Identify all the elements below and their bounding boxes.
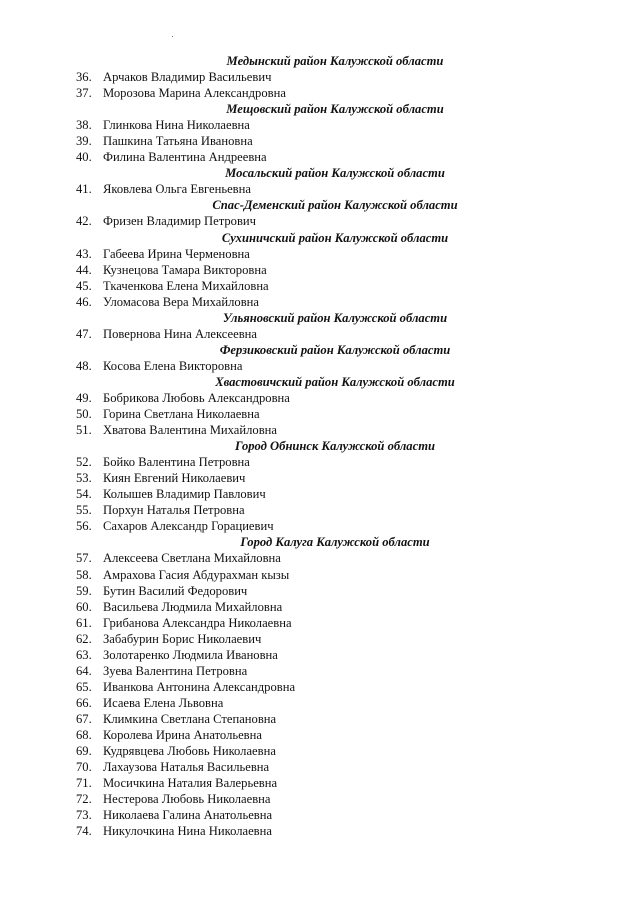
list-item [0,711,640,727]
list-item [0,823,640,839]
person-name: Горина Светлана Николаевна [103,407,260,422]
list-item [0,470,640,486]
person-name: Кудрявцева Любовь Николаевна [103,744,276,759]
section-heading: Ульяновский район Калужской области [222,310,448,325]
list-item [0,406,640,422]
person-name: Габеева Ирина Черменовна [103,246,250,261]
list-item [0,599,640,615]
person-name: Порхун Наталья Петровна [103,503,245,518]
list-item [0,294,640,310]
section-heading: Медынский район Калужской области [226,54,444,68]
item-number: 64. [76,663,92,678]
item-number: 51. [76,423,92,438]
person-name: Повернова Нина Алексеевна [103,326,257,341]
list-item [0,807,640,823]
person-name: Яковлева Ольга Евгеньевна [103,182,251,197]
person-name: Кузнецова Тамара Викторовна [103,262,267,277]
item-number: 41. [76,182,92,197]
list-item [0,615,640,631]
list-item [0,743,640,759]
item-number: 45. [76,278,92,293]
person-name: Васильева Людмила Михайловна [103,599,283,614]
item-number: 53. [76,471,92,486]
list-item [0,454,640,470]
item-number: 55. [76,503,92,518]
section-heading: Мосальский район Калужской области [225,166,445,181]
person-name: Никулочкина Нина Николаевна [103,824,272,839]
person-name: Глинкова Нина Николаевна [103,118,250,133]
item-number: 72. [76,792,92,807]
list-item [0,278,640,294]
person-name: Климкина Светлана Степановна [103,711,277,726]
person-name: Лахаузова Наталья Васильевна [103,760,270,775]
item-number: 70. [76,760,92,775]
item-number: 63. [76,647,92,662]
item-number: 52. [76,455,92,470]
list-item [0,422,640,438]
section-heading: Мещовский район Калужской области [226,102,444,117]
person-name: Забабурин Борис Николаевич [103,631,262,646]
person-name: Нестерова Любовь Николаевна [103,792,271,807]
list-item [0,695,640,711]
person-name: Бойко Валентина Петровна [103,455,250,470]
list-item [0,775,640,791]
item-number: 66. [76,695,92,710]
item-number: 40. [76,150,92,165]
item-number: 54. [76,487,92,502]
person-name: Уломасова Вера Михайловна [103,294,259,309]
person-name: Бутин Василий Федорович [103,583,248,598]
item-number: 73. [76,808,92,823]
item-number: 58. [76,567,92,582]
list-item [0,550,640,566]
item-number: 37. [76,86,92,101]
item-number: 42. [76,214,92,229]
person-name: Сахаров Александр Горациевич [103,519,274,534]
person-name: Морозова Марина Александровна [103,86,286,101]
section-heading: Сухиничский район Калужской области [221,230,449,245]
item-number: 68. [76,727,92,742]
item-number: 43. [76,246,92,261]
list-item [0,631,640,647]
item-number: 47. [76,326,92,341]
list-item [0,663,640,679]
item-number: 71. [76,776,92,791]
list-item [0,518,640,534]
section-heading: Город Обнинск Калужской области [234,439,435,454]
list-item [0,358,640,374]
item-number: 48. [76,358,92,373]
person-name: Королева Ирина Анатольевна [103,727,262,742]
person-name: Алексеева Светлана Михайловна [103,551,281,566]
list-item [0,567,640,583]
item-number: 49. [76,390,92,405]
section-heading: Хвастовичский район Калужской области [215,374,455,389]
person-name: Золотаренко Людмила Ивановна [103,647,278,662]
item-number: 36. [76,70,92,85]
person-name: Колышев Владимир Павлович [103,487,266,502]
person-name: Грибанова Александра Николаевна [103,615,292,630]
list-item [0,117,640,133]
person-name: Киян Евгений Николаевич [103,471,246,486]
person-name: Фризен Владимир Петрович [103,214,256,229]
list-item [0,583,640,599]
item-number: 44. [76,262,92,277]
person-name: Пашкина Татьяна Ивановна [103,134,253,149]
item-number: 62. [76,631,92,646]
item-number: 74. [76,824,92,839]
list-item [0,727,640,743]
list-item [0,390,640,406]
item-number: 60. [76,599,92,614]
list-item [0,181,640,197]
list-item [0,679,640,695]
person-name: Мосичкина Наталия Валерьевна [103,776,278,791]
person-name: Николаева Галина Анатольевна [103,808,273,823]
list-item [0,326,640,342]
list-item [0,85,640,101]
person-name: Хватова Валентина Михайловна [103,423,277,438]
item-number: 69. [76,744,92,759]
item-number: 46. [76,294,92,309]
list-item [0,262,640,278]
item-number: 50. [76,407,92,422]
item-number: 65. [76,679,92,694]
person-name: Амрахова Гасия Абдурахман кызы [103,567,290,582]
item-number: 61. [76,615,92,630]
person-name: Косова Елена Викторовна [103,358,243,373]
item-number: 38. [76,118,92,133]
list-item [0,133,640,149]
person-name: Филина Валентина Андреевна [103,150,267,165]
item-number: 59. [76,583,92,598]
item-number: 67. [76,711,92,726]
person-name: Зуева Валентина Петровна [103,663,248,678]
person-name: Арчаков Владимир Васильевич [103,70,272,85]
section-heading: Город Калуга Калужской области [240,535,430,550]
item-number: 56. [76,519,92,534]
document-page [0,53,640,839]
list-item [0,213,640,229]
list-item [0,791,640,807]
list-item [0,486,640,502]
section-heading: Ферзиковский район Калужской области [219,342,451,357]
list-item [0,149,640,165]
item-number: 39. [76,134,92,149]
person-name: Исаева Елена Львовна [103,695,224,710]
scan-speck [172,36,173,37]
person-name: Иванкова Антонина Александровна [103,679,296,694]
list-item [0,647,640,663]
person-name: Ткаченкова Елена Михайловна [103,278,269,293]
list-item [0,502,640,518]
list-item [0,759,640,775]
section-heading: Спас-Деменский район Калужской области [212,198,458,213]
list-item [0,69,640,85]
person-name: Бобрикова Любовь Александровна [103,390,290,405]
item-number: 57. [76,551,92,566]
list-item [0,246,640,262]
